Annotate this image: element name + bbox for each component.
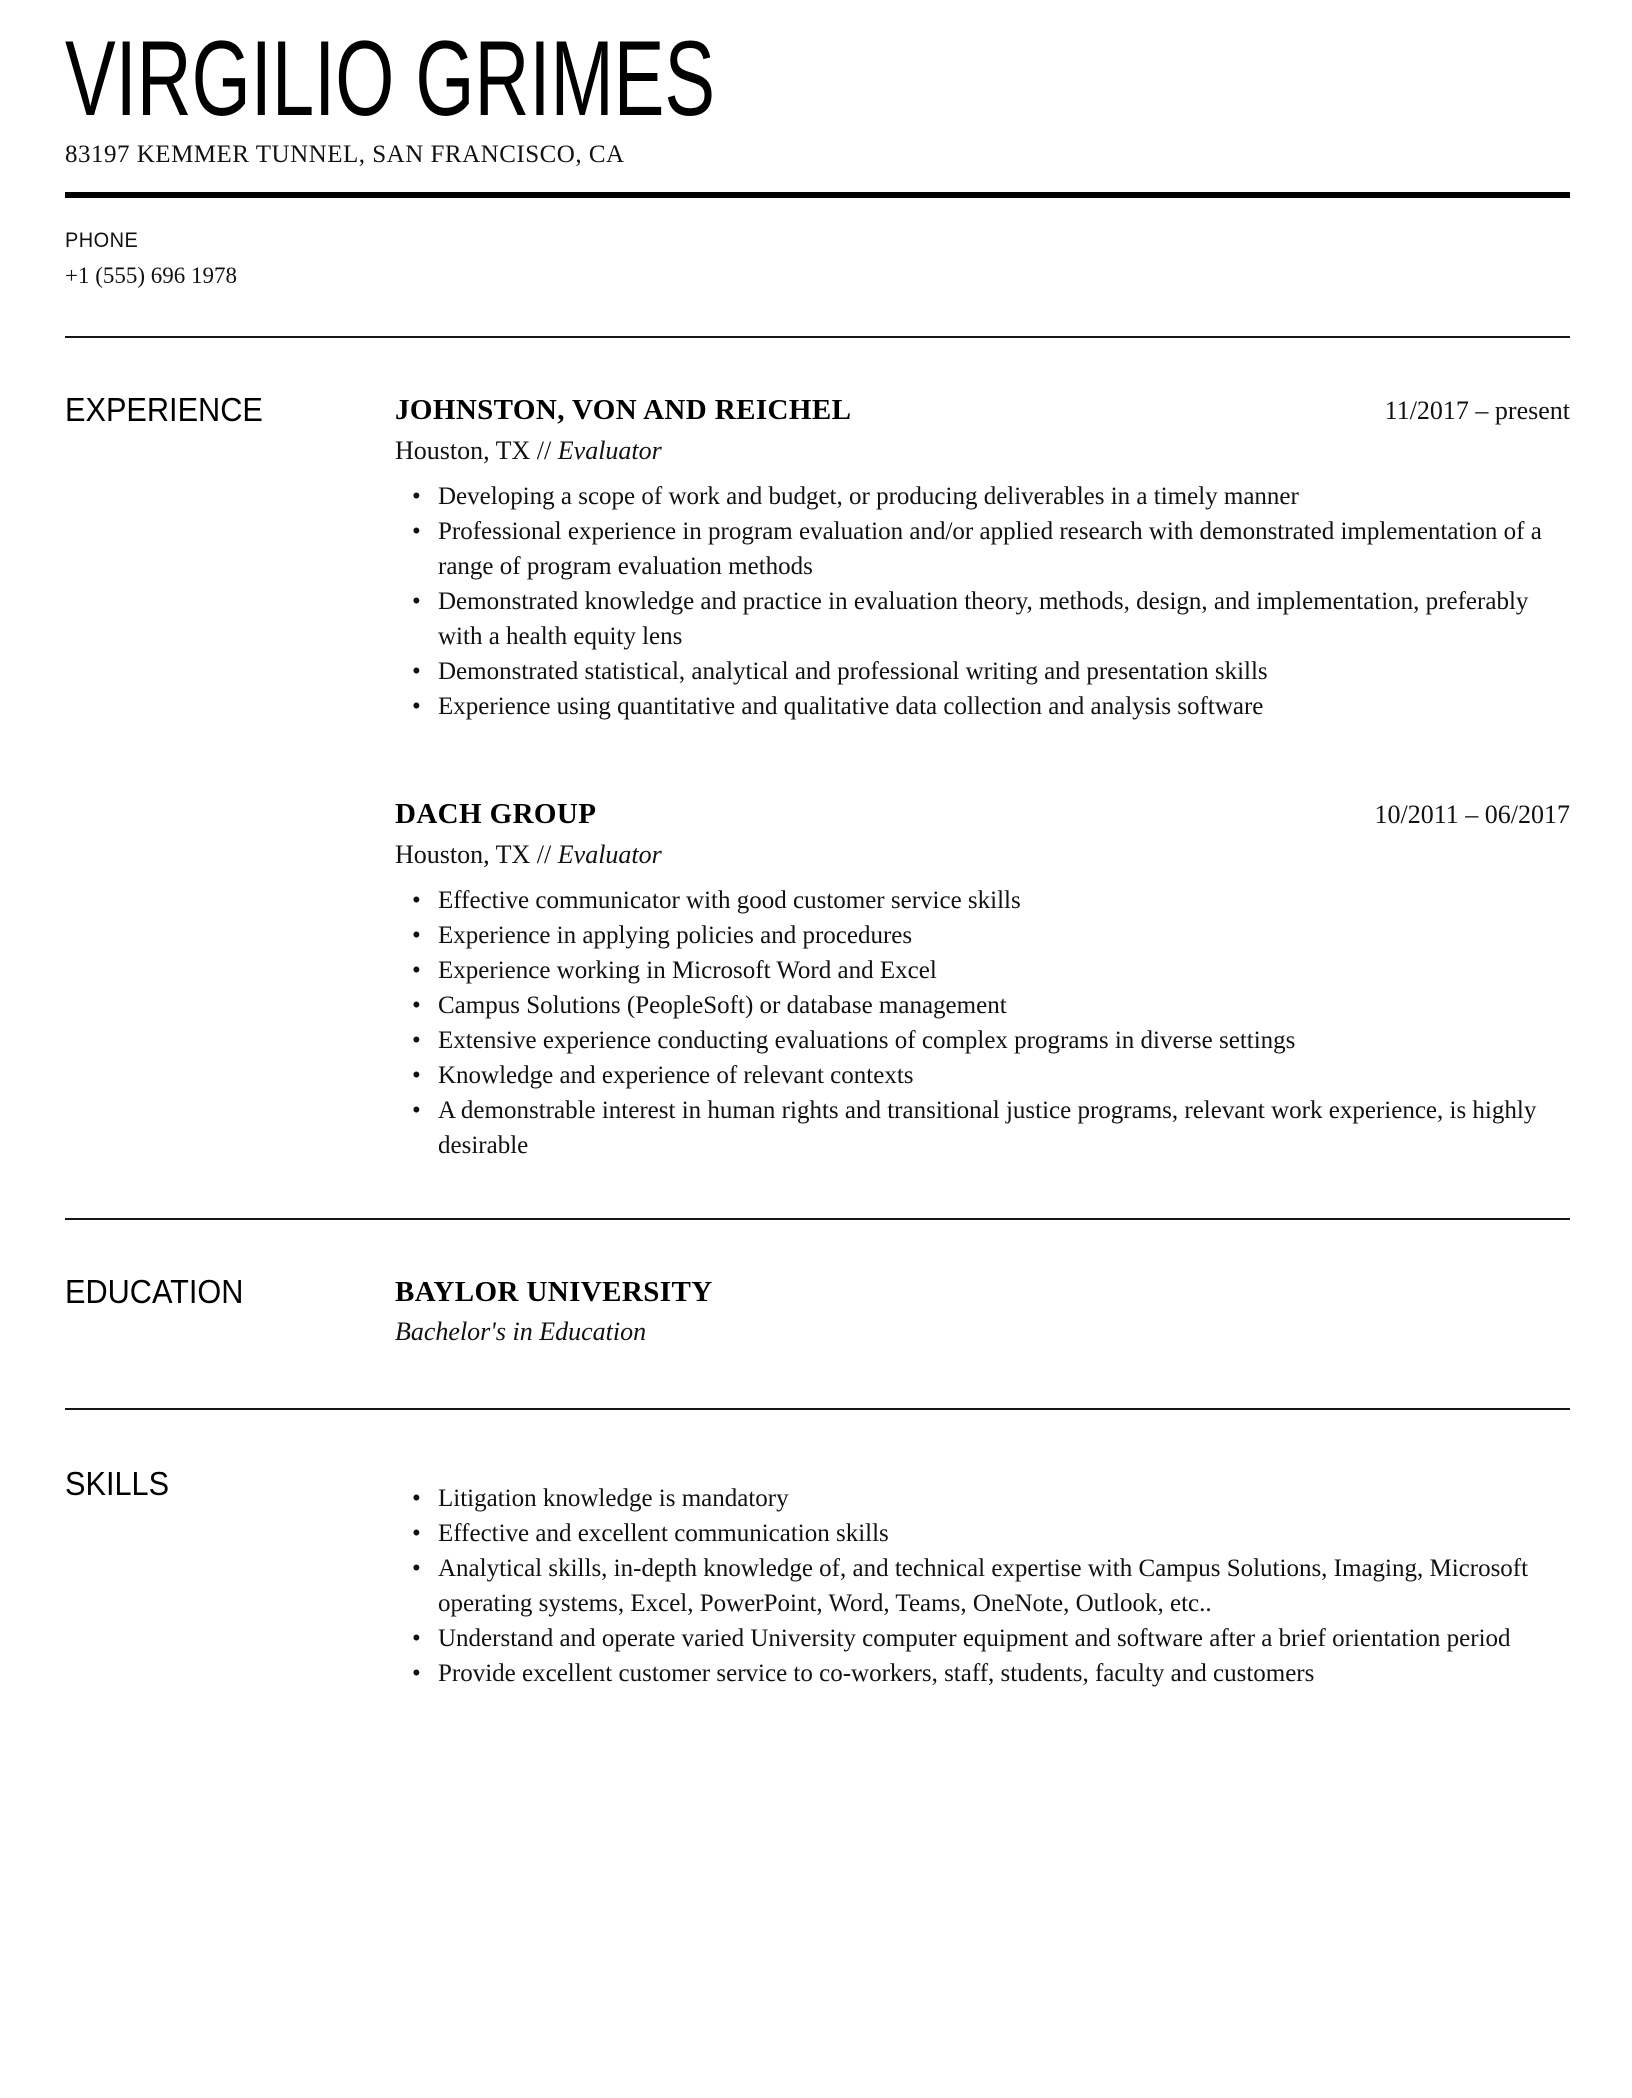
bullet-item: • Effective and excellent communication skills: [395, 1516, 1570, 1551]
candidate-name: VIRGILIO GRIMES: [65, 18, 716, 138]
bullet-item: • Effective communicator with good customer service skills: [395, 883, 1570, 918]
candidate-address: 83197 KEMMER TUNNEL, SAN FRANCISCO, CA: [65, 141, 625, 169]
job-location: Houston, TX //: [395, 436, 552, 466]
bullet-item: • A demonstrable interest in human rights and transitional justice programs, relevant work experience, is highly desirable: [395, 1093, 1570, 1163]
job-role: Evaluator: [557, 840, 662, 870]
bullet-item: • Analytical skills, in-depth knowledge of, and technical expertise with Campus Solutions, Imaging, Microsoft operating systems, Excel, PowerPoint, Word, Teams, OneNote, Outlook, etc..: [395, 1551, 1570, 1621]
bullet-item: • Extensive experience conducting evaluations of complex programs in diverse settings: [395, 1023, 1570, 1058]
job-entry: [395, 394, 1570, 724]
bullet-item: • Knowledge and experience of relevant contexts: [395, 1058, 1570, 1093]
bullet-item: • Demonstrated knowledge and practice in evaluation theory, methods, design, and implementation, preferably with a health equity lens: [395, 584, 1570, 654]
contact-section: [65, 228, 1570, 291]
bullet-item: • Campus Solutions (PeopleSoft) or database management: [395, 988, 1570, 1023]
skills-section-label: SKILLS: [65, 1465, 170, 1503]
school-name: BAYLOR UNIVERSITY: [395, 1276, 713, 1309]
phone-value: +1 (555) 696 1978: [65, 263, 238, 289]
company-name: DACH GROUP: [395, 798, 597, 831]
job-bullet-list: [395, 479, 1570, 724]
job-location-role: [395, 436, 1570, 466]
education-section-label: EDUCATION: [65, 1273, 244, 1311]
education-section: [65, 1220, 1570, 1408]
phone-label: PHONE: [65, 229, 139, 253]
resume-header: [65, 18, 1570, 170]
bullet-item: • Professional experience in program evaluation and/or applied research with demonstrated implementation of a range of program evaluation methods: [395, 514, 1570, 584]
job-location-role: [395, 840, 1570, 870]
job-location: Houston, TX //: [395, 840, 552, 870]
header-rule: [65, 192, 1570, 198]
experience-content: [395, 394, 1570, 1163]
experience-section: [65, 338, 1570, 1218]
job-role: Evaluator: [557, 436, 662, 466]
skills-section: [65, 1410, 1570, 1691]
bullet-item: • Experience working in Microsoft Word and Excel: [395, 953, 1570, 988]
experience-section-label: EXPERIENCE: [65, 391, 263, 429]
skills-bullet-list: [395, 1481, 1570, 1691]
job-bullet-list: [395, 883, 1570, 1163]
education-content: [395, 1276, 1570, 1347]
job-header: [395, 798, 1570, 831]
bullet-item: • Experience in applying policies and procedures: [395, 918, 1570, 953]
job-dates: 11/2017 – present: [1384, 396, 1570, 426]
bullet-item: • Demonstrated statistical, analytical and professional writing and presentation skills: [395, 654, 1570, 689]
bullet-item: • Litigation knowledge is mandatory: [395, 1481, 1570, 1516]
bullet-item: • Experience using quantitative and qualitative data collection and analysis software: [395, 689, 1570, 724]
bullet-item: • Developing a scope of work and budget, or producing deliverables in a timely manner: [395, 479, 1570, 514]
degree: Bachelor's in Education: [395, 1317, 647, 1347]
job-entry: [395, 798, 1570, 1163]
skills-content: [395, 1468, 1570, 1691]
company-name: JOHNSTON, VON AND REICHEL: [395, 394, 852, 427]
job-header: [395, 394, 1570, 427]
job-dates: 10/2011 – 06/2017: [1374, 800, 1570, 830]
bullet-item: • Understand and operate varied University computer equipment and software after a brief orientation period: [395, 1621, 1570, 1656]
bullet-item: • Provide excellent customer service to co-workers, staff, students, faculty and customers: [395, 1656, 1570, 1691]
